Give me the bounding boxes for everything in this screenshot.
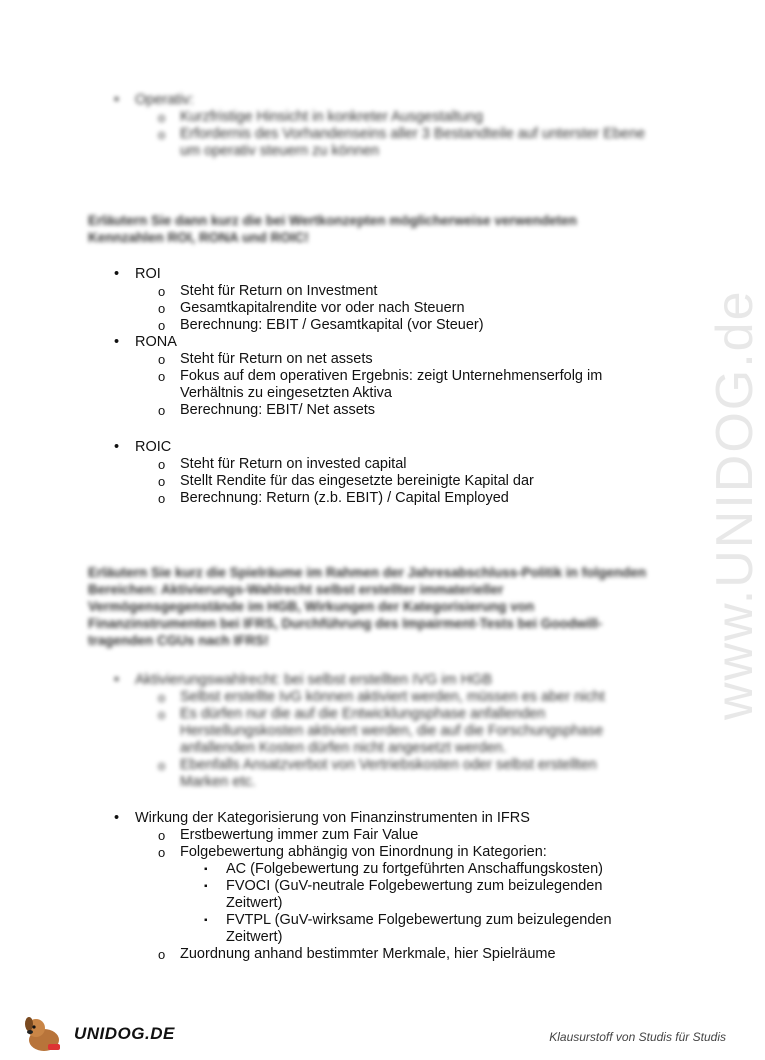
list-item: o Folgebewertung abhängig von Einordnung in Kategorien: (158, 844, 547, 860)
list-item: o Berechnung: Return (z.b. EBIT) / Capital Employed (158, 490, 509, 506)
list-item: • Operativ: (114, 92, 194, 108)
list-item: o Erfordernis des Vorhandenseins aller 3 Bestandteile auf unterster Ebene um operativ steuern zu können (158, 126, 646, 159)
wirkung-list (88, 810, 648, 963)
list-item: • Aktivierungswahlrecht: bei selbst erstellten IVG im HGB (114, 672, 492, 688)
watermark-text: www.UNIDOG.de (706, 289, 764, 720)
list-item: o Steht für Return on invested capital (158, 456, 407, 472)
question-heading-1: Erläutern Sie dann kurz die bei Wertkonzepten möglicherweise verwendeten Kennzahlen ROI, RONA und ROIC! (88, 213, 577, 245)
list-item-roic: • ROIC (114, 439, 172, 455)
list-item: o Gesamtkapitalrendite vor oder nach Steuern (158, 300, 465, 316)
list-item: o Selbst erstellte IvG können aktiviert werden, müssen es aber nicht (158, 689, 605, 705)
list-item-rona: • RONA (114, 334, 177, 350)
kennzahlen-list (88, 266, 648, 507)
logo-text: UNIDOG.DE (74, 1024, 175, 1043)
list-item: o Fokus auf dem operativen Ergebnis: zeigt Unternehmenserfolg im Verhältnis zu eingesetzten Aktiva (158, 368, 603, 401)
list-item: o Kurzfristige Hinsicht in konkreter Ausgestaltung (158, 109, 484, 125)
list-item: o Zuordnung anhand bestimmter Merkmale, hier Spielräume (158, 946, 556, 962)
list-item: o Steht für Return on Investment (158, 283, 378, 299)
list-item-roi: • ROI (114, 266, 161, 282)
list-item: ▪ FVOCI (GuV-neutrale Folgebewertung zum beizulegenden Zeitwert) (204, 878, 603, 911)
list-item: o Steht für Return on net assets (158, 351, 373, 367)
list-item: ▪ FVTPL (GuV-wirksame Folgebewertung zum beizulegenden Zeitwert) (204, 912, 612, 945)
list-item: o Ebenfalls Ansatzverbot von Vertriebskosten oder selbst erstellten Marken etc. (158, 757, 597, 790)
list-item: o Berechnung: EBIT/ Net assets (158, 402, 376, 418)
unidog-logo (20, 1014, 175, 1054)
question-heading-2: Erläutern Sie kurz die Spielräume im Rahmen der Jahresabschluss-Politik in folgenden Bereichen: Aktivierungs-Wahlrecht selbst erstellter immaterieller Vermögensgegenstände im HGB, Wirkungen der Kategorisierung von Finanzinstrumenten bei IFRS, Durchführung des Impairment-Tests bei Goodwill-tragenden CGUs nach IFRS! (88, 565, 647, 648)
list-item: o Stellt Rendite für das eingesetzte bereinigte Kapital dar (158, 473, 534, 489)
footer-text: Klausurstoff von Studis für Studis (549, 1030, 726, 1044)
list-item: o Erstbewertung immer zum Fair Value (158, 827, 419, 843)
list-item: o Berechnung: EBIT / Gesamtkapital (vor Steuer) (158, 317, 484, 333)
dog-icon (20, 1014, 70, 1054)
list-item: o Es dürfen nur die auf die Entwicklungsphase anfallenden Herstellungskosten aktiviert werden, die auf die Forschungsphase anfallenden Kosten dürfen nicht angesetzt werden. (158, 706, 604, 756)
operativ-section (88, 92, 648, 160)
list-item: ▪ AC (Folgebewertung zu fortgeführten Anschaffungskosten) (204, 861, 603, 877)
list-item: • Wirkung der Kategorisierung von Finanzinstrumenten in IFRS (114, 810, 530, 826)
aktivierung-list (88, 672, 648, 791)
